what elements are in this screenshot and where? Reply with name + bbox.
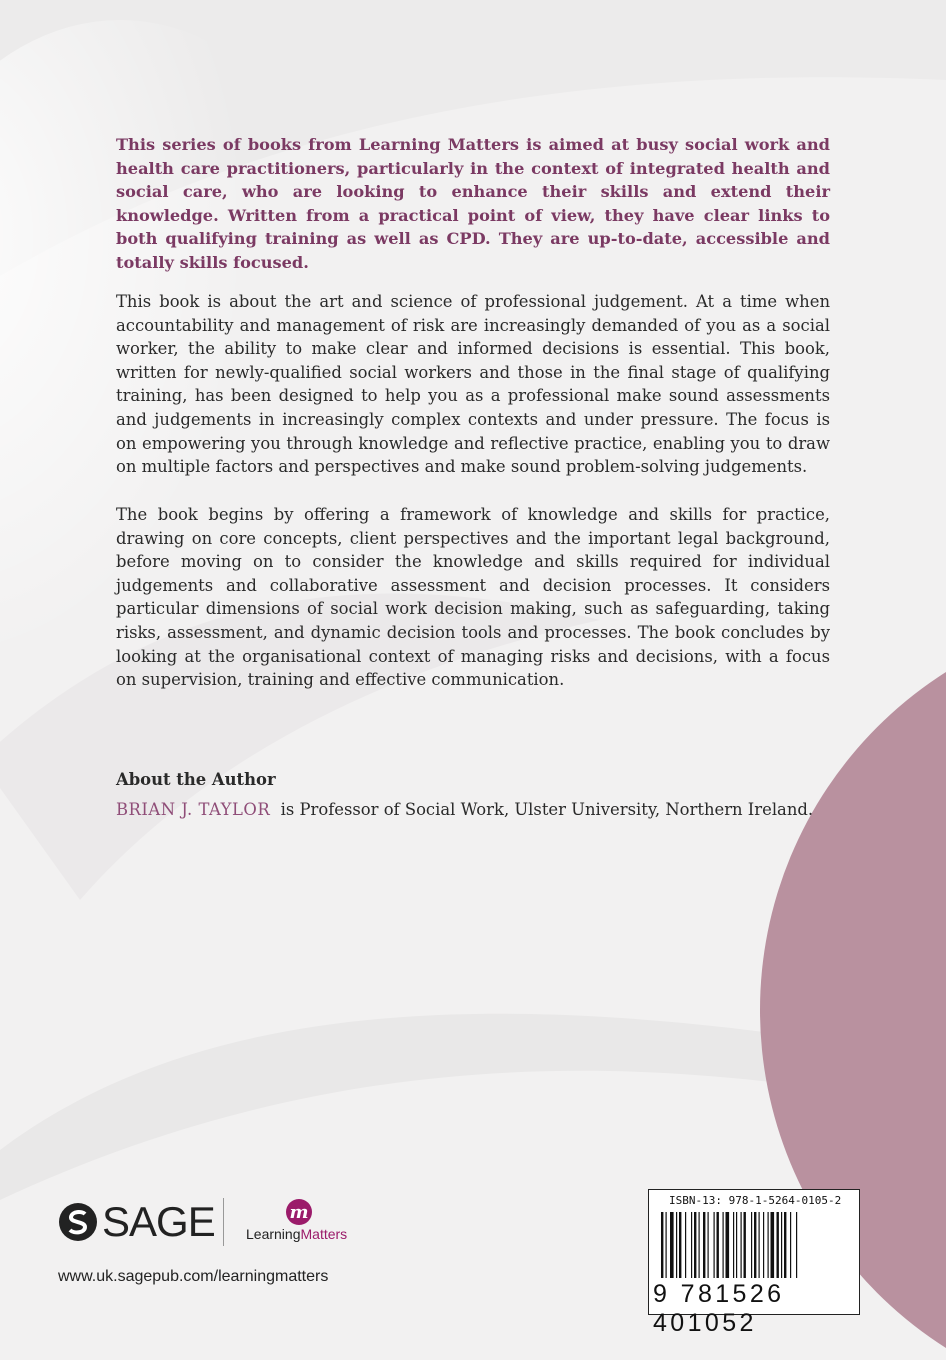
author-bio [116, 800, 813, 819]
sage-logo [58, 1198, 215, 1246]
logo-divider [223, 1198, 224, 1246]
barcode-bar [763, 1212, 764, 1278]
barcode-bar [790, 1212, 791, 1278]
publisher-website: www.uk.sagepub.com/learningmatters [58, 1268, 329, 1285]
sage-s-icon [58, 1202, 98, 1242]
barcode-bar [694, 1212, 696, 1278]
barcode-bar [708, 1212, 709, 1278]
barcode-bar [754, 1212, 756, 1278]
barcode-bar [717, 1212, 719, 1278]
svg-text:m: m [289, 1202, 309, 1223]
barcode-bar [733, 1212, 734, 1278]
series-intro: This series of books from Learning Matters is aimed at busy social work and health care practitioners, particularly in the context of integrated health and social care, who are looking to enhance their skills and extend their knowledge. Written from a practical point of view, they have clear links to both qualifying training as well as CPD. They are up-to-date, accessible and totally skills focused. [116, 135, 830, 272]
barcode-bar [784, 1212, 786, 1278]
barcode-bar [699, 1212, 700, 1278]
barcode-bar [691, 1212, 692, 1278]
isbn-barcode [648, 1189, 860, 1337]
barcode-bar [781, 1212, 782, 1278]
barcode-bar [768, 1212, 769, 1278]
barcode-digits: 9 781526 401052 [653, 1280, 785, 1337]
barcode-bar [751, 1212, 752, 1278]
barcode-bar [676, 1212, 677, 1278]
barcode-bar [679, 1212, 681, 1278]
sage-wordmark: SAGE [102, 1198, 215, 1245]
barcode-bar [744, 1212, 746, 1278]
barcode-bar [741, 1212, 742, 1278]
author-bio-text: is Professor of Social Work, Ulster University, Northern Ireland. [280, 800, 814, 819]
description-paragraph: This book is about the art and science of professional judgement. At a time when accountability and management of risk are increasingly demanded of you as a social worker, the ability to make clear and informed decisions is essential. This book, written for newly-qualified social workers and those in the final stage of qualifying training, has been designed to help you as a professional make sound assessments and judgements in increasingly complex contexts and under pressure. The focus is on empowering you through knowledge and reflective practice, enabling you to draw on multiple factors and perspectives and make sound problem-solving judgements. [116, 292, 830, 477]
barcode-bar [703, 1212, 705, 1278]
author-name: BRIAN J. TAYLOR [116, 800, 271, 819]
learning-word: Learning [246, 1226, 301, 1242]
barcode-bar [685, 1212, 686, 1278]
barcode-bar [723, 1212, 724, 1278]
learning-matters-wordmark [246, 1226, 347, 1242]
barcode-bar [714, 1212, 715, 1278]
barcode-bar [736, 1212, 737, 1278]
barcode-bar [661, 1212, 663, 1278]
barcode-bar [777, 1212, 779, 1278]
barcode-bar [771, 1212, 775, 1278]
barcode-bar [796, 1212, 797, 1278]
isbn-label: ISBN-13: 978-1-5264-0105-2 [669, 1194, 842, 1207]
barcode-bar [670, 1212, 674, 1278]
description-paragraph: The book begins by offering a framework of knowledge and skills for practice, drawing on core concepts, client perspectives and the important legal background, before moving on to consider the knowledge and skills required for individual judgements and collaborative assessment and decision processes. It considers particular dimensions of social work decision making, such as safeguarding, taking risks, assessment, and dynamic decision tools and processes. The book concludes by looking at the organisational context of managing risks and decisions, with a focus on supervision, training and effective communication. [116, 505, 830, 690]
barcode-bar [726, 1212, 730, 1278]
matters-word: Matters [300, 1226, 348, 1242]
barcode-bar [759, 1212, 760, 1278]
barcode-bar [666, 1212, 667, 1278]
about-author-heading: About the Author [116, 770, 276, 789]
